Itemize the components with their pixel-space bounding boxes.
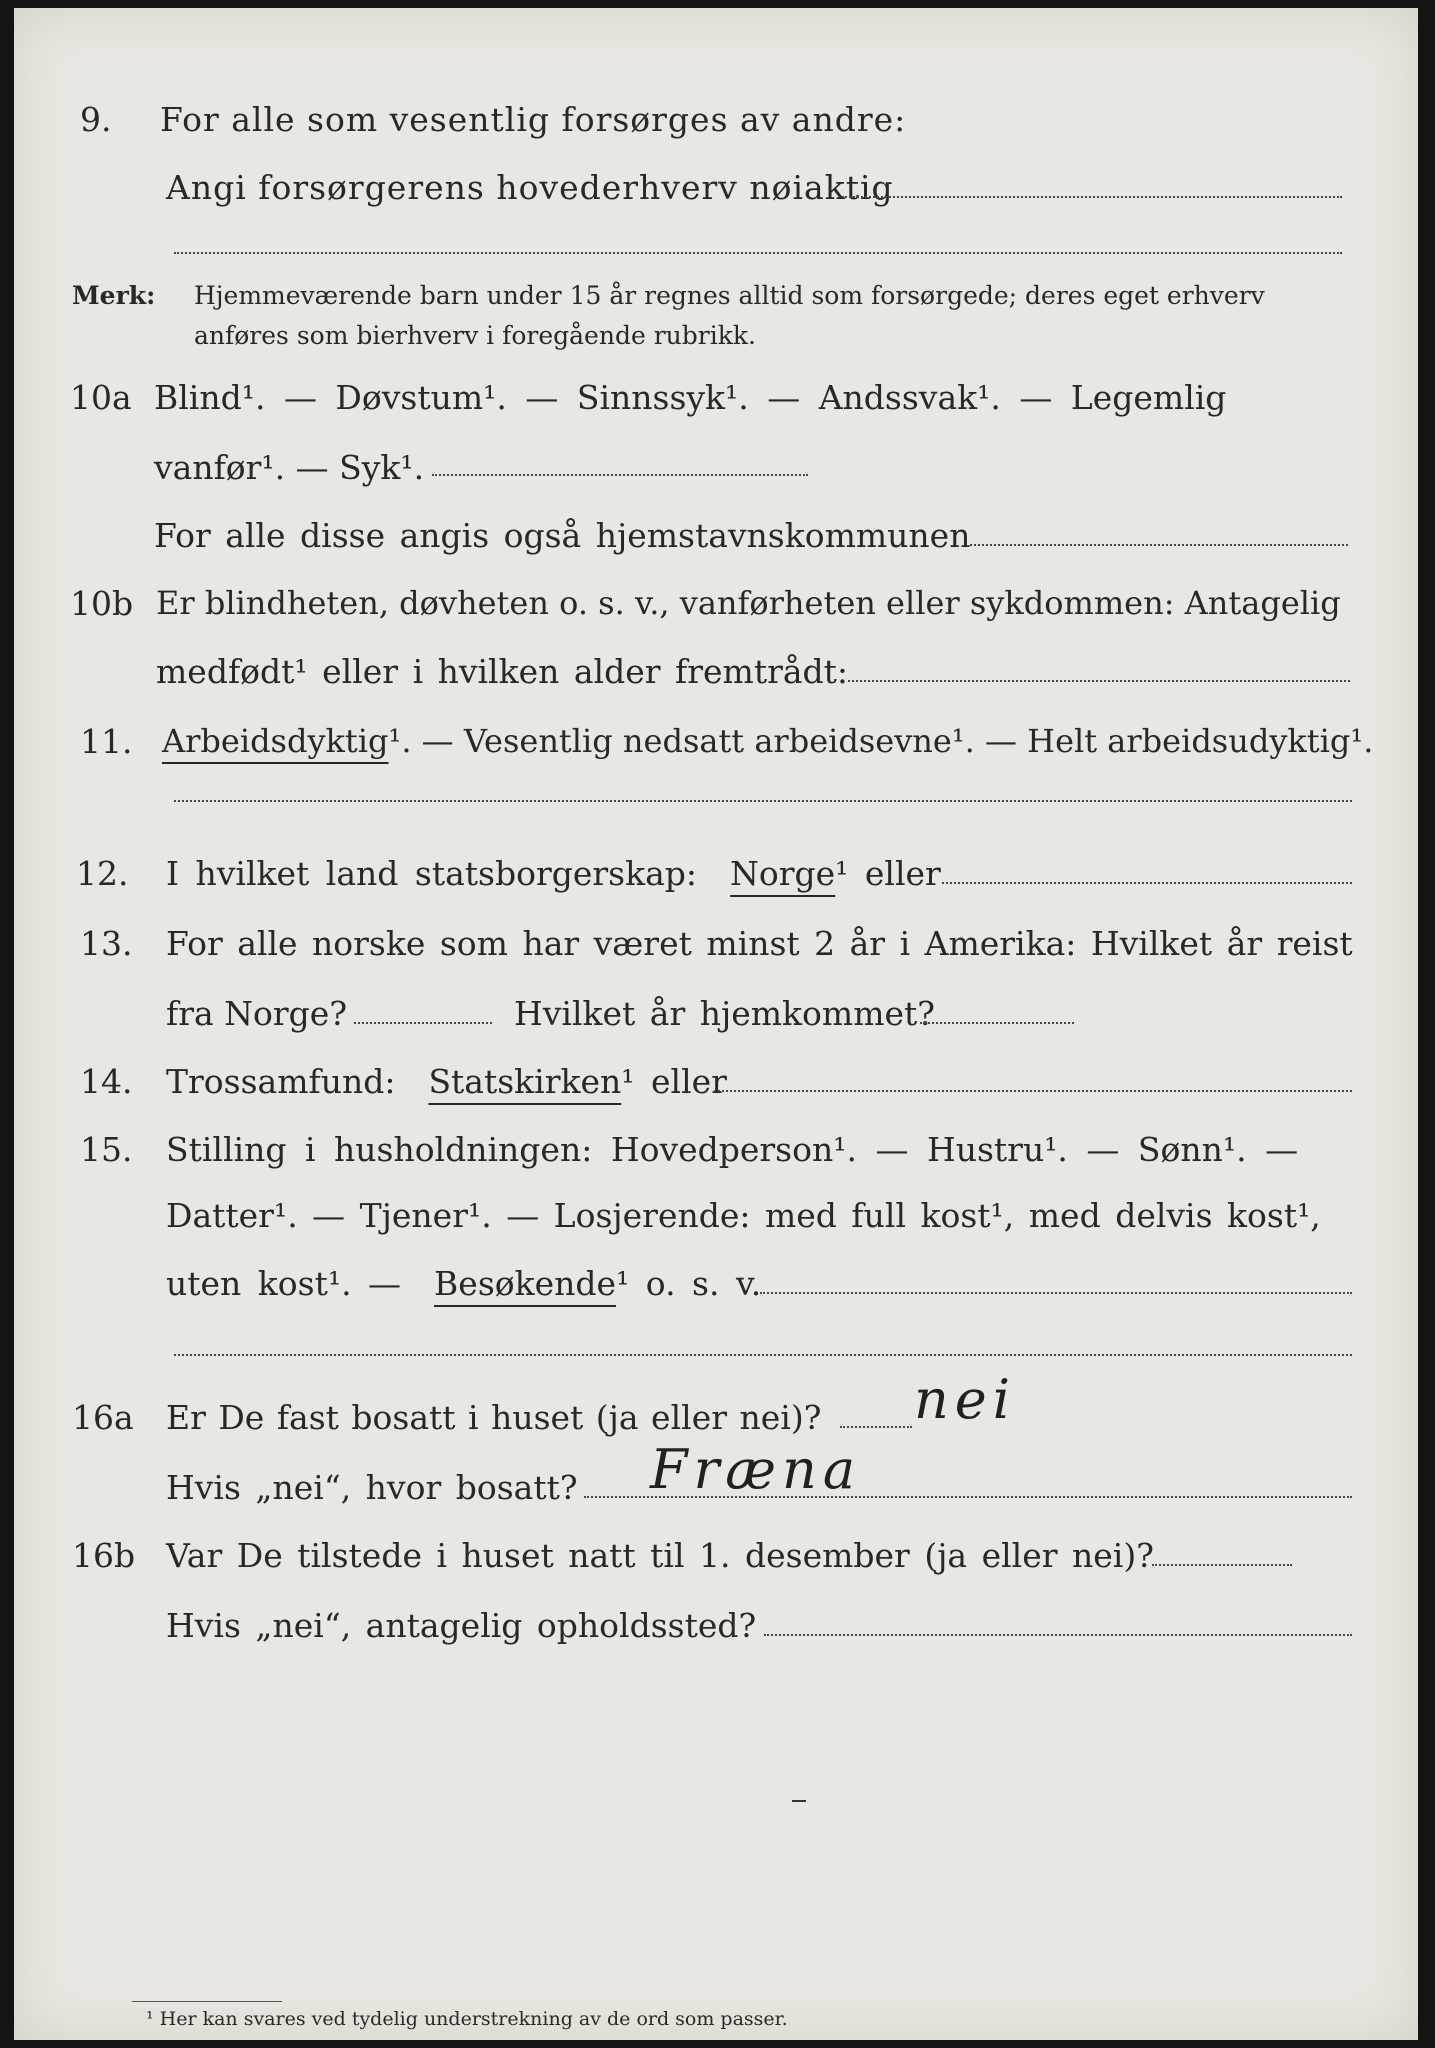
q11-number: 11.: [80, 722, 133, 761]
q15-line3: [166, 1264, 761, 1303]
q15-line3-post: ¹ o. s. v.: [616, 1264, 762, 1303]
q9-line2: [166, 168, 894, 207]
q15-line1: Stilling i husholdningen: Hovedperson¹. — Hustru¹. — Sønn¹. —: [166, 1130, 1299, 1169]
q16a-handwritten-answer-2: Fræna: [650, 1438, 862, 1501]
q14-number: 14.: [80, 1062, 133, 1101]
q13-answer-line-a: [354, 1022, 492, 1024]
merk-label: [72, 278, 155, 314]
q13-line2a: fra Norge?: [166, 994, 348, 1033]
q12-line: [166, 854, 941, 893]
q15-line2: Datter¹. — Tjener¹. — Losjerende: med full kost¹, med delvis kost¹,: [166, 1196, 1321, 1235]
merk-line2: anføres som bierhverv i foregående rubrikk.: [194, 321, 756, 350]
merk-line1: Hjemmeværende barn under 15 år regnes alltid som forsørgede; deres eget erhverv: [194, 281, 1265, 310]
q13-line2b: Hvilket år hjemkommet?: [514, 994, 935, 1033]
q9-answer-line: [842, 196, 1342, 198]
q10b-line2: medfødt¹ eller i hvilken alder fremtrådt:: [156, 652, 849, 691]
stray-mark: [792, 1800, 806, 1802]
q16b-line1: Var De tilstede i huset natt til 1. desember (ja eller nei)?: [166, 1536, 1154, 1575]
q14-post: ¹ eller: [621, 1062, 727, 1101]
footnote: ¹ Her kan svares ved tydelig understrekning av de ord som passer.: [146, 2008, 788, 2030]
q12-selected-option: Norge: [730, 854, 836, 893]
q16b-answer-line: [1152, 1564, 1292, 1566]
q16b-number: 16b: [72, 1536, 136, 1575]
q16b-line2: Hvis „nei“, antagelig opholdssted?: [166, 1606, 757, 1645]
merk-label-text: Merk:: [72, 281, 156, 310]
q13-number: 13.: [80, 924, 133, 963]
q13-line1: For alle norske som har været minst 2 år i Amerika: Hvilket år reist: [166, 924, 1353, 963]
q16a-line1: Er De fast bosatt i huset (ja eller nei)?: [166, 1398, 822, 1437]
q10a-answer-line: [432, 474, 808, 476]
q9-line2-text: Angi forsørgerens hovederhverv nøiaktig: [166, 168, 894, 207]
footnote-rule: [132, 2001, 282, 2002]
q12-pre: I hvilket land statsborgerskap:: [166, 854, 698, 893]
q9-number: 9.: [80, 100, 112, 139]
q16a-handwritten-answer: nei: [914, 1368, 1017, 1431]
q15-line3-pre: uten kost¹. —: [166, 1264, 402, 1303]
q9-answer-line-2: [174, 252, 1342, 254]
q15-selected-option: Besøkende: [434, 1264, 617, 1303]
q11-answer-line: [174, 800, 1352, 802]
q10a-line1: Blind¹. — Døvstum¹. — Sinnssyk¹. — Andssvak¹. — Legemlig: [154, 378, 1227, 417]
q10a-number: 10a: [70, 378, 132, 417]
q12-post: ¹ eller: [835, 854, 941, 893]
q15-number: 15.: [80, 1130, 133, 1169]
q16b-answer-line-2: [764, 1634, 1352, 1636]
q10b-line1: Er blindheten, døvheten o. s. v., vanførheten eller sykdommen: Antagelig: [156, 584, 1341, 622]
q12-answer-line: [942, 882, 1352, 884]
q14-answer-line: [714, 1090, 1352, 1092]
q15-answer-line-2: [174, 1354, 1352, 1356]
q16a-number: 16a: [72, 1398, 134, 1437]
q16a-line2: Hvis „nei“, hvor bosatt?: [166, 1468, 578, 1507]
q11-rest: ¹. — Vesentlig nedsatt arbeidsevne¹. — Helt arbeidsudyktig¹.: [388, 722, 1374, 760]
q12-number: 12.: [76, 854, 129, 893]
q9-line1: For alle som vesentlig forsørges av andre:: [160, 100, 907, 139]
q14-selected-option: Statskirken: [428, 1062, 622, 1101]
census-form-page: [14, 8, 1418, 2040]
q10b-answer-line: [848, 680, 1350, 682]
q10a-answer-line-2: [970, 544, 1348, 546]
q14-pre: Trossamfund:: [166, 1062, 396, 1101]
q13-answer-line-b: [920, 1022, 1074, 1024]
q14-line: [166, 1062, 727, 1101]
q10a-line3: For alle disse angis også hjemstavnskommunen: [154, 516, 971, 555]
q16a-answer-line: [840, 1426, 912, 1428]
q15-answer-line: [760, 1292, 1352, 1294]
q10a-line2: vanfør¹. — Syk¹.: [154, 448, 425, 487]
q11-line: [162, 722, 1373, 760]
q11-selected-option: Arbeidsdyktig: [162, 722, 389, 760]
q10b-number: 10b: [70, 584, 134, 623]
